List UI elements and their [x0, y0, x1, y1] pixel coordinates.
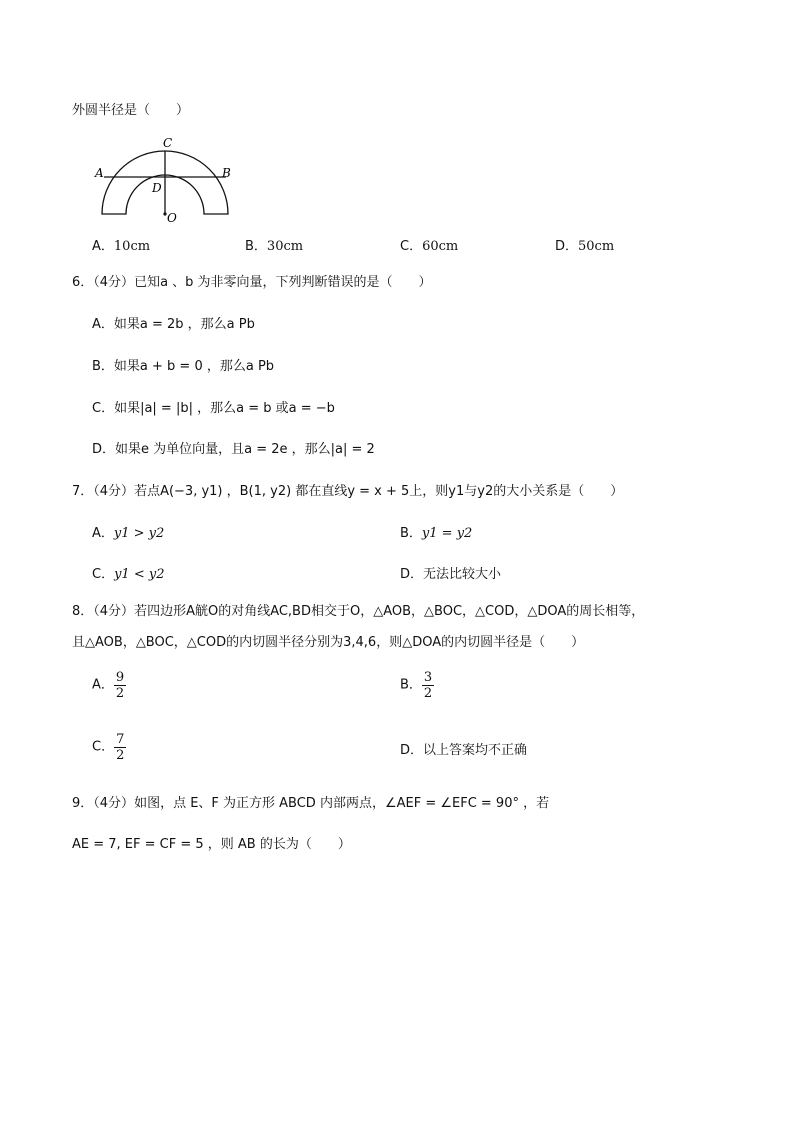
q8-stem-line1: 8．（4分）若四边形A觥O的对角线AC,BD相交于O，△AOB，△BOC，△COD，△DOA的周长相等， — [72, 604, 645, 619]
label-A: A — [95, 166, 104, 180]
fraction: $\frac{9}{2}$ — [115, 670, 125, 701]
q6-option-a[interactable]: A．如果a = 2b ，那么a Pb — [92, 317, 255, 332]
q9-stem-line1: 9．（4分）如图，点 E、F 为正方形 ABCD 内部两点，∠AEF = ∠EFC = 90° ，若 — [72, 796, 550, 811]
fraction: $\frac{7}{2}$ — [116, 732, 125, 763]
q5-option-a[interactable]: A．10cm — [92, 239, 151, 254]
q5-option-d[interactable]: D．50cm — [555, 239, 615, 254]
q7-option-d[interactable]: D．无法比较大小 — [400, 567, 502, 582]
label-O: O — [167, 211, 177, 225]
q7-option-a[interactable]: A．y1 > y2 — [92, 526, 165, 541]
semicircle-ring-figure — [90, 130, 240, 226]
q6-option-c[interactable]: C．如果|a| = |b| ，那么a = b 或a = −b — [92, 401, 335, 416]
q6-option-b[interactable]: B．如果a + b = 0 ，那么a Pb — [92, 359, 275, 374]
q6-option-d[interactable]: D．如果e 为单位向量，且a = 2e ，那么|a| = 2 — [92, 442, 375, 457]
q5-option-b[interactable]: B．30cm — [245, 239, 304, 254]
label-C: C — [163, 136, 173, 150]
q7-stem: 7．（4分）若点A(−3, y1) ，B(1, y2) 都在直线y = x + 5上，则y1与y2的大小关系是（ ） — [72, 484, 624, 499]
q8-option-b[interactable]: B． $\frac{3}{2}$ — [400, 670, 433, 701]
q7-option-b[interactable]: B．y1 = y2 — [400, 526, 473, 541]
q7-option-c[interactable]: C．y1 < y2 — [92, 567, 165, 582]
fraction: $\frac{3}{2}$ — [423, 670, 433, 701]
q5-stem-tail: 外圆半径是（ ） — [72, 103, 190, 118]
q8-stem-line2: 且△AOB，△BOC，△COD的内切圆半径分别为3,4,6，则△DOA的内切圆半径是（ ） — [72, 635, 585, 650]
q5-option-c[interactable]: C．60cm — [400, 239, 459, 254]
q8-option-d[interactable]: D．以上答案均不正确 — [400, 743, 528, 758]
q6-stem: 6．（4分）已知a 、b 为非零向量，下列判断错误的是（ ） — [72, 275, 432, 290]
q8-option-c[interactable]: C． $\frac{7}{2}$ — [92, 732, 125, 763]
label-B: B — [222, 166, 231, 180]
q9-stem-line2: AE = 7, EF = CF = 5 ，则 AB 的长为（ ） — [72, 837, 351, 852]
label-D: D — [152, 181, 162, 195]
q8-option-a[interactable]: A． $\frac{9}{2}$ — [92, 670, 125, 701]
